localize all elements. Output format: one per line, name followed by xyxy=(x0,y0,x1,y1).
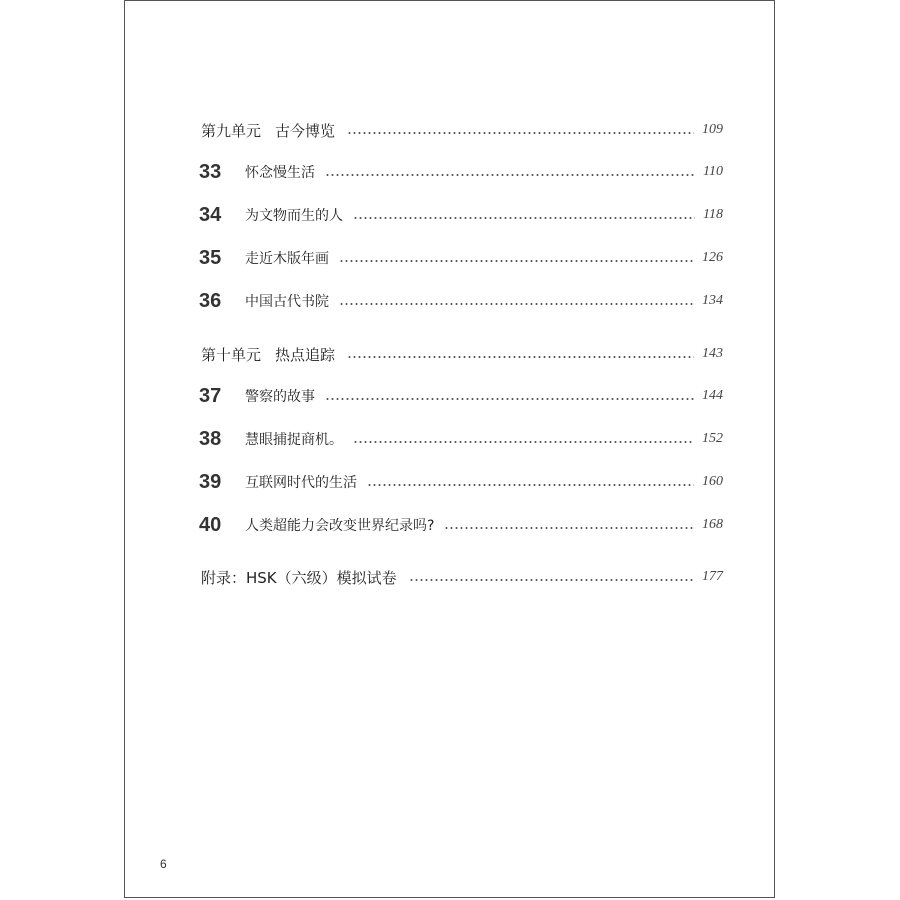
dot-leader xyxy=(325,398,694,400)
lesson-number: 34 xyxy=(199,203,222,226)
dot-leader xyxy=(347,356,694,358)
page-number: 109 xyxy=(702,122,723,137)
dot-leader xyxy=(409,579,694,581)
page-folio: 6 xyxy=(160,857,167,871)
lesson-number: 37 xyxy=(199,384,222,407)
toc-lesson-39[interactable] xyxy=(199,467,723,497)
lesson-title: 互联网时代的生活 xyxy=(245,475,357,491)
unit-title: 热点追踪 xyxy=(275,345,336,364)
toc-lesson-33[interactable] xyxy=(199,157,723,187)
toc-unit-9[interactable] xyxy=(201,116,723,144)
lesson-number: 36 xyxy=(199,289,222,312)
lesson-number: 33 xyxy=(199,160,222,183)
toc-lesson-37[interactable] xyxy=(199,381,723,411)
dot-leader xyxy=(339,260,694,262)
lesson-title: 警察的故事 xyxy=(245,389,315,405)
appendix-title: 附录：HSK（六级）模拟试卷 xyxy=(201,568,397,587)
toc-appendix[interactable] xyxy=(201,563,723,591)
lesson-title: 慧眼捕捉商机。 xyxy=(245,432,343,448)
dot-leader xyxy=(353,441,694,443)
lesson-title: 走近木版年画 xyxy=(245,251,329,267)
lesson-title: 人类超能力会改变世界纪录吗? xyxy=(245,518,435,534)
toc-lesson-38[interactable] xyxy=(199,424,723,454)
page-number: 110 xyxy=(703,164,723,179)
lesson-title: 为文物而生的人 xyxy=(245,208,343,224)
page-number: 177 xyxy=(702,569,723,584)
unit-label: 第十单元 xyxy=(201,345,262,364)
page-number: 143 xyxy=(702,346,723,361)
page-number: 160 xyxy=(702,474,723,489)
lesson-title: 中国古代书院 xyxy=(245,294,329,310)
toc-lesson-36[interactable] xyxy=(199,286,723,316)
toc-lesson-40[interactable] xyxy=(199,510,723,540)
unit-label: 第九单元 xyxy=(201,121,262,140)
book-page xyxy=(124,0,775,898)
page-number: 118 xyxy=(703,207,723,222)
dot-leader xyxy=(444,527,694,529)
toc-lesson-35[interactable] xyxy=(199,243,723,273)
page-number: 134 xyxy=(702,293,723,308)
dot-leader xyxy=(367,484,694,486)
dot-leader xyxy=(325,174,695,176)
dot-leader xyxy=(347,132,694,134)
dot-leader xyxy=(339,303,694,305)
lesson-number: 38 xyxy=(199,427,222,450)
lesson-number: 40 xyxy=(199,513,222,536)
page-number: 144 xyxy=(702,388,723,403)
page-number: 152 xyxy=(702,431,723,446)
dot-leader xyxy=(353,217,695,219)
toc-unit-10[interactable] xyxy=(201,340,723,368)
toc-lesson-34[interactable] xyxy=(199,200,723,230)
lesson-number: 35 xyxy=(199,246,222,269)
page-number: 168 xyxy=(702,517,723,532)
lesson-number: 39 xyxy=(199,470,222,493)
lesson-title: 怀念慢生活 xyxy=(245,165,315,181)
unit-title: 古今博览 xyxy=(275,121,336,140)
page-number: 126 xyxy=(702,250,723,265)
